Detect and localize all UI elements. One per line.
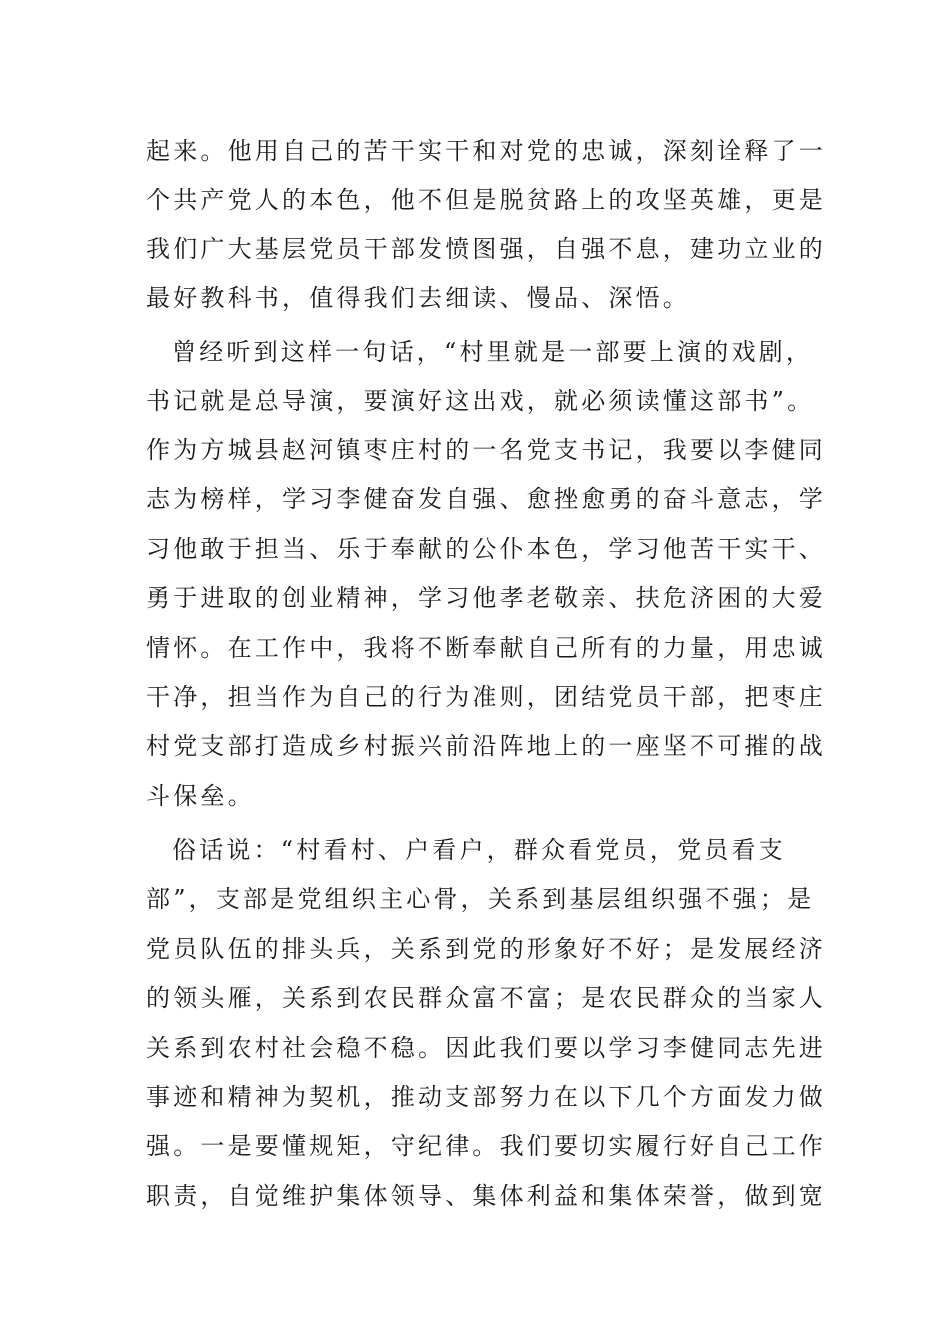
- paragraph-first-line: 曾经听到这样一句话，“村里就是一部要上演的戏剧，: [172, 338, 814, 366]
- paragraph-first-line: 俗话说：“村看村、户看户，群众看党员，党员看支: [172, 836, 786, 864]
- text-line: 部”，支部是党组织主心骨，关系到基层组织强不强；是: [146, 885, 815, 913]
- text-line: 职责，自觉维护集体领导、集体利益和集体荣誉，做到宽: [146, 1182, 826, 1210]
- text-line: 作为方城县赵河镇枣庄村的一名党支书记，我要以李健同: [146, 436, 826, 464]
- text-line: 个共产党人的本色，他不但是脱贫路上的攻坚英雄，更是: [146, 186, 826, 214]
- text-line: 的领头雁，关系到农民群众富不富；是农民群众的当家人: [146, 984, 826, 1012]
- text-line: 强。一是要懂规矩，守纪律。我们要切实履行好自己工作: [146, 1132, 826, 1160]
- text-line: 情怀。在工作中，我将不断奉献自己所有的力量，用忠诚: [146, 634, 826, 662]
- text-line: 斗保垒。: [146, 782, 255, 810]
- text-line: 事迹和精神为契机，推动支部努力在以下几个方面发力做: [146, 1083, 826, 1111]
- text-line: 习他敢于担当、乐于奉献的公仆本色，学习他苦干实干、: [146, 535, 826, 563]
- text-line: 党员队伍的排头兵，关系到党的形象好不好；是发展经济: [146, 935, 826, 963]
- text-line: 干净，担当作为自己的行为准则，团结党员干部，把枣庄: [146, 683, 826, 711]
- text-line: 志为榜样，学习李健奋发自强、愈挫愈勇的奋斗意志，学: [146, 485, 826, 513]
- text-line: 关系到农村社会稳不稳。因此我们要以学习李健同志先进: [146, 1034, 826, 1062]
- text-line: 我们广大基层党员干部发愤图强，自强不息，建功立业的: [146, 235, 826, 263]
- text-line: 起来。他用自己的苦干实干和对党的忠诚，深刻诠释了一: [146, 137, 826, 165]
- text-line: 勇于进取的创业精神，学习他孝老敬亲、扶危济困的大爱: [146, 584, 826, 612]
- text-line: 书记就是总导演，要演好这出戏，就必须读懂这部书”。: [146, 387, 815, 415]
- text-line: 最好教科书，值得我们去细读、慢品、深悟。: [146, 284, 690, 312]
- text-line: 村党支部打造成乡村振兴前沿阵地上的一座坚不可摧的战: [146, 732, 826, 760]
